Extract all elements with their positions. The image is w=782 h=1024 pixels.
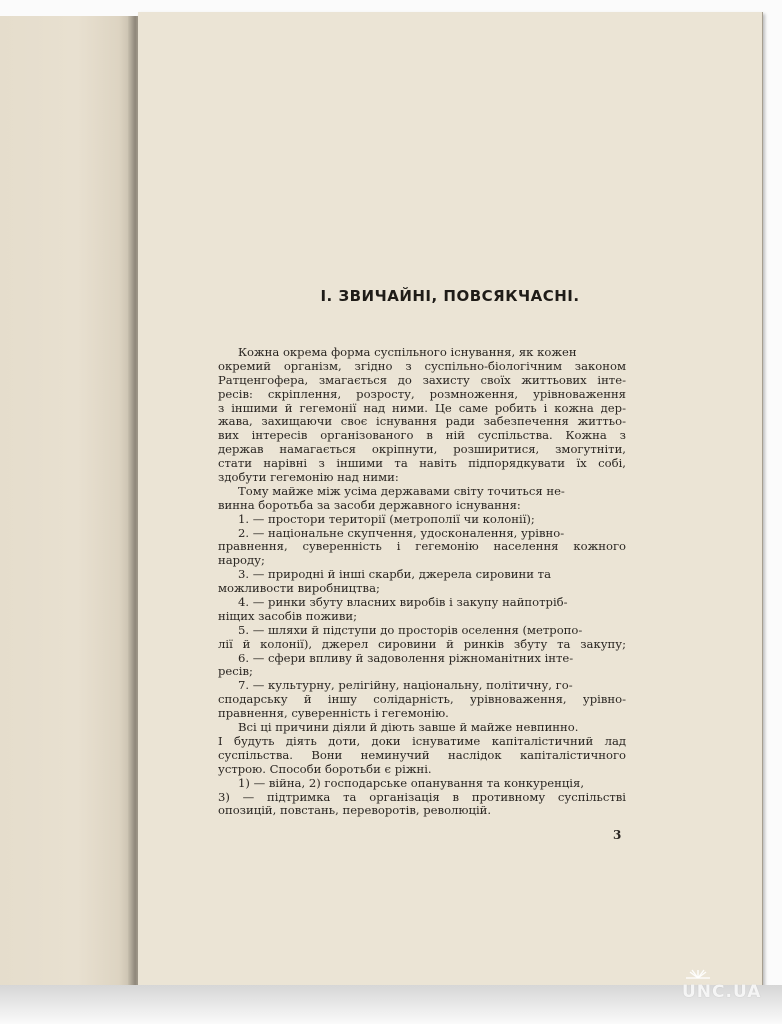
text-line: народу; — [218, 554, 265, 568]
body-text — [218, 346, 626, 818]
page-number: 3 — [613, 828, 622, 842]
text-line: з іншими й гегемонії над ними. Це саме робить і кожна дер- — [218, 401, 626, 415]
text-line: ресів; — [218, 665, 253, 679]
section-heading: І. ЗВИЧАЙНІ, ПОВСЯКЧАСНІ. — [320, 287, 580, 305]
text-line: 2. — національне скупчення, удосконалення, урівно- — [238, 526, 565, 540]
bottom-shadow — [0, 985, 782, 1024]
text-line: винна боротьба за засоби державного існування: — [218, 498, 521, 512]
text-line: ніщих засобів поживи; — [218, 609, 358, 623]
text-line: лії й колонії), джерел сировини й ринків збуту та закупу; — [218, 637, 626, 651]
text-line: стати нарівні з іншими та навіть підпорядкувати їх собі, — [218, 457, 626, 471]
text-line: 3. — природні й інші скарби, джерела сировини та — [238, 568, 551, 582]
text-line: правнення, суверенність і гегемонію. — [218, 707, 449, 721]
text-line: правнення, суверенність і гегемонію населення кожного — [218, 540, 626, 554]
text-line: держав намагається окріпнути, розширитися, змогутніти, — [218, 443, 626, 457]
text-line: І будуть діять доти, доки існуватиме капіталістичний лад — [218, 734, 626, 748]
text-line: Кожна окрема форма суспільного існування, як кожен — [238, 346, 577, 359]
text-line: суспільства. Вони неминучий наслідок капіталістичного — [218, 748, 626, 762]
text-line: Ратценгофера, змагається до захисту своїх життьових інте- — [218, 373, 626, 387]
text-line: здобути гегемонію над ними: — [218, 471, 399, 485]
text-line: 3) — підтримка та організація в противному суспільстві — [218, 790, 626, 804]
text-line: можливости виробництва; — [218, 582, 380, 596]
text-line: Тому майже між усіма державами світу точиться не- — [238, 484, 565, 498]
text-line: жава, захищаючи своє існування ради забезпечення життьо- — [218, 415, 626, 429]
text-line: 6. — сфери впливу й задоволення ріжноманітних інте- — [238, 651, 574, 665]
text-line: 1. — простори території (метрополії чи колонії); — [238, 512, 535, 526]
text-line: 7. — культурну, релігійну, національну, політичну, го- — [238, 679, 573, 693]
text-line: 5. — шляхи й підступи до просторів оселення (метропо- — [238, 623, 583, 637]
text-line: окремий організм, згідно з суспільно-біологічним законом — [218, 359, 626, 373]
text-line: ресів: скріплення, розросту, розмноження, урівноваження — [218, 387, 626, 401]
watermark-logo — [668, 968, 780, 1018]
text-line: Всі ці причини діяли й діють завше й майже невпинно. — [238, 721, 579, 735]
text-line: опозицій, повстань, переворотів, революцій. — [218, 804, 492, 818]
left-page — [0, 16, 140, 986]
watermark-text: UNC.UA — [682, 982, 762, 1002]
text-line: 4. — ринки збуту власних виробів і закупу найпотріб- — [238, 596, 568, 610]
text-line: устрою. Способи боротьби є ріжні. — [218, 762, 432, 776]
text-line: сподарську й іншу солідарність, урівноваження, урівно- — [218, 693, 626, 707]
text-line: вих інтересів організованого в ній суспільства. Кожна з — [218, 429, 626, 443]
text-line: 1) — війна, 2) господарське опанування та конкуренція, — [238, 776, 585, 790]
